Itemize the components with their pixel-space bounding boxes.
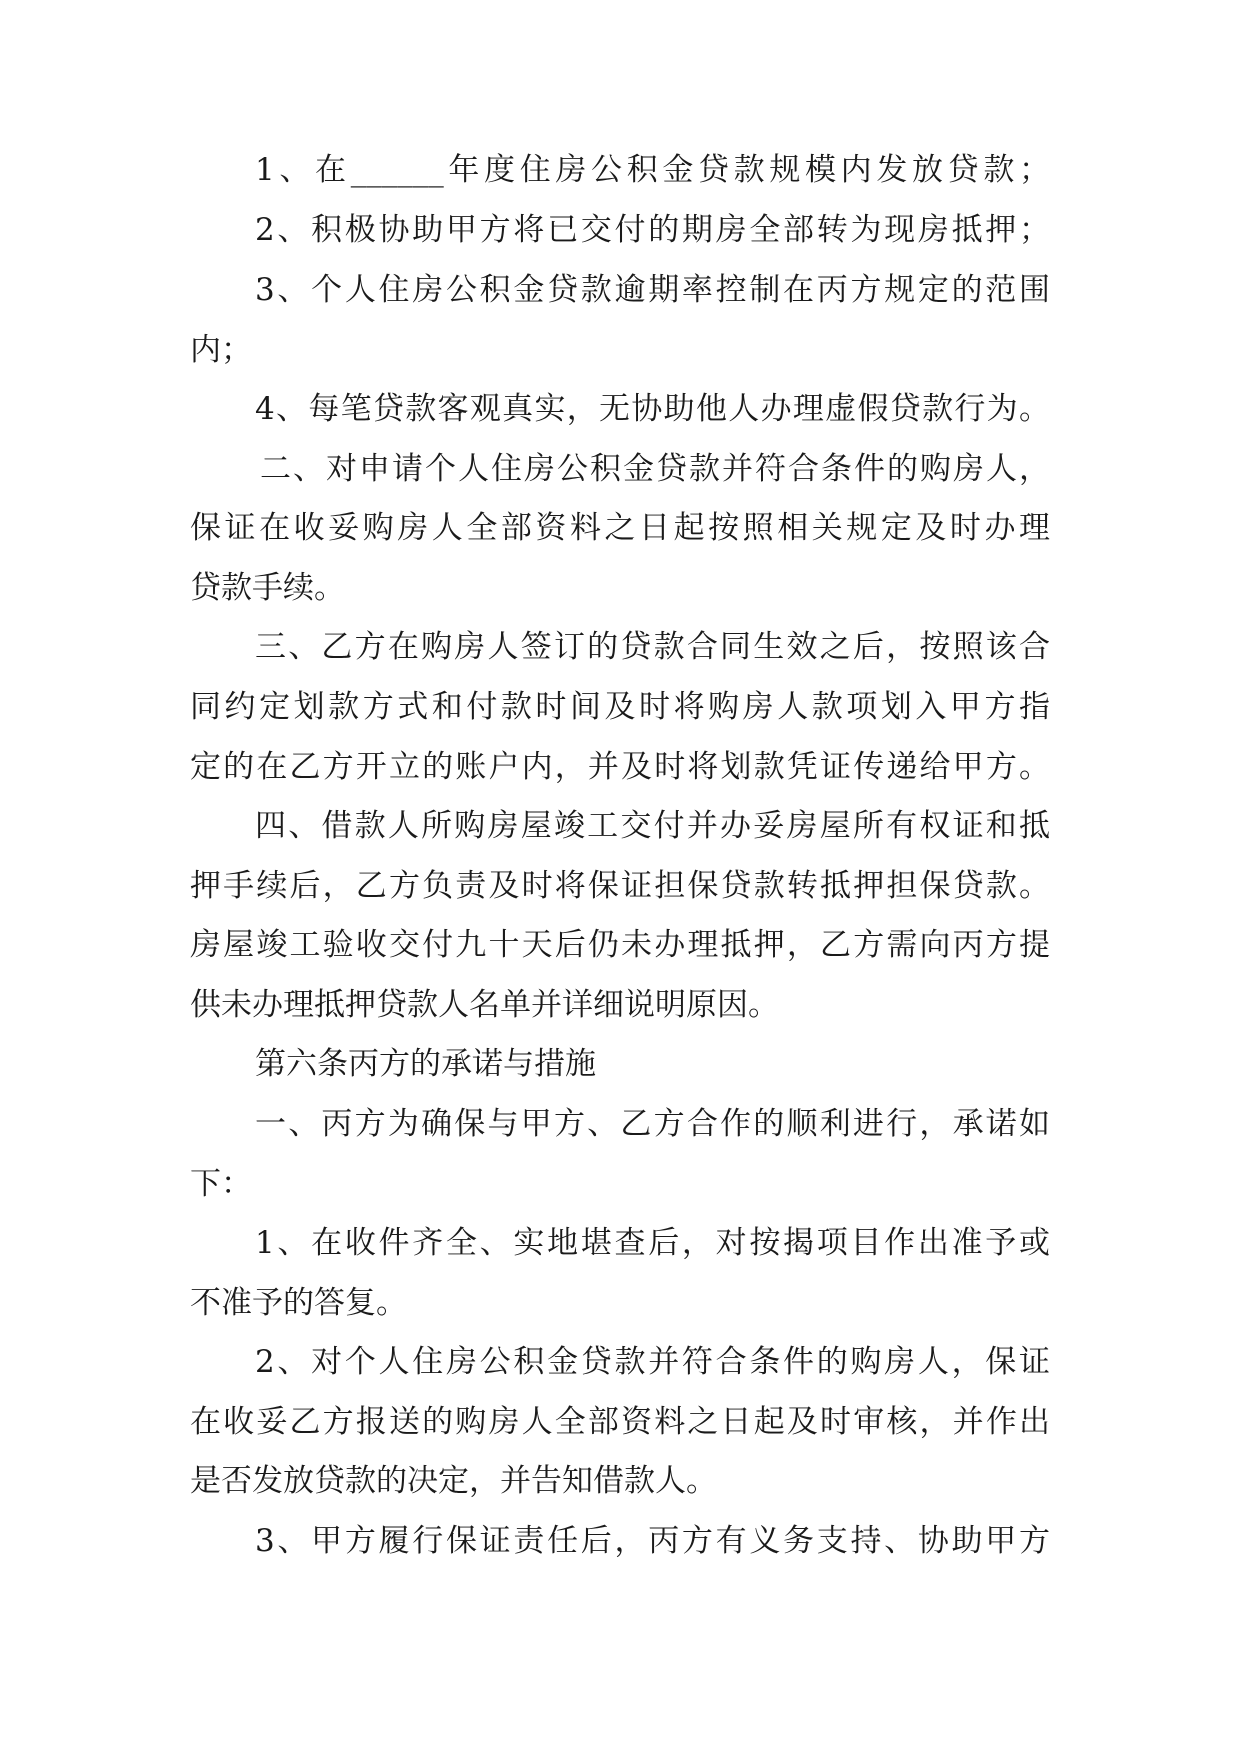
text-line: 房屋竣工验收交付九十天后仍未办理抵押，乙方需向丙方提 bbox=[190, 927, 1050, 963]
text-line: 3、甲方履行保证责任后，丙方有义务支持、协助甲方 bbox=[255, 1523, 1050, 1559]
text-line: 内； bbox=[190, 332, 252, 368]
text-line: 3、个人住房公积金贷款逾期率控制在丙方规定的范围 bbox=[255, 272, 1050, 308]
text-line: 1、在收件齐全、实地堪查后，对按揭项目作出准予或 bbox=[255, 1225, 1050, 1261]
text-line: 保证在收妥购房人全部资料之日起按照相关规定及时办理 bbox=[190, 510, 1050, 546]
text-line: 二、对申请个人住房公积金贷款并符合条件的购房人， bbox=[260, 451, 1050, 487]
text-line: 四、借款人所购房屋竣工交付并办妥房屋所有权证和抵 bbox=[255, 808, 1050, 844]
text-line: 1、在______年度住房公积金贷款规模内发放贷款； bbox=[255, 152, 1050, 188]
text-line: 同约定划款方式和付款时间及时将购房人款项划入甲方指 bbox=[190, 689, 1050, 725]
text-line: 三、乙方在购房人签订的贷款合同生效之后，按照该合 bbox=[255, 629, 1050, 665]
text-line: 贷款手续。 bbox=[190, 570, 345, 606]
text-line: 下： bbox=[190, 1166, 252, 1202]
text-line: 2、对个人住房公积金贷款并符合条件的购房人，保证 bbox=[255, 1344, 1050, 1380]
text-line: 4、每笔贷款客观真实，无协助他人办理虚假贷款行为。 bbox=[255, 391, 1050, 427]
text-line: 是否发放贷款的决定，并告知借款人。 bbox=[190, 1463, 717, 1499]
text-line: 押手续后，乙方负责及时将保证担保贷款转抵押担保贷款。 bbox=[190, 868, 1050, 904]
text-line: 在收妥乙方报送的购房人全部资料之日起及时审核，并作出 bbox=[190, 1404, 1050, 1440]
text-line: 不准予的答复。 bbox=[190, 1285, 407, 1321]
section-heading: 第六条丙方的承诺与措施 bbox=[255, 1046, 596, 1082]
text-line: 供未办理抵押贷款人名单并详细说明原因。 bbox=[190, 987, 779, 1023]
text-line: 2、积极协助甲方将已交付的期房全部转为现房抵押； bbox=[255, 212, 1050, 248]
text-line: 定的在乙方开立的账户内，并及时将划款凭证传递给甲方。 bbox=[190, 749, 1050, 785]
text-line: 一、丙方为确保与甲方、乙方合作的顺利进行，承诺如 bbox=[255, 1106, 1050, 1142]
